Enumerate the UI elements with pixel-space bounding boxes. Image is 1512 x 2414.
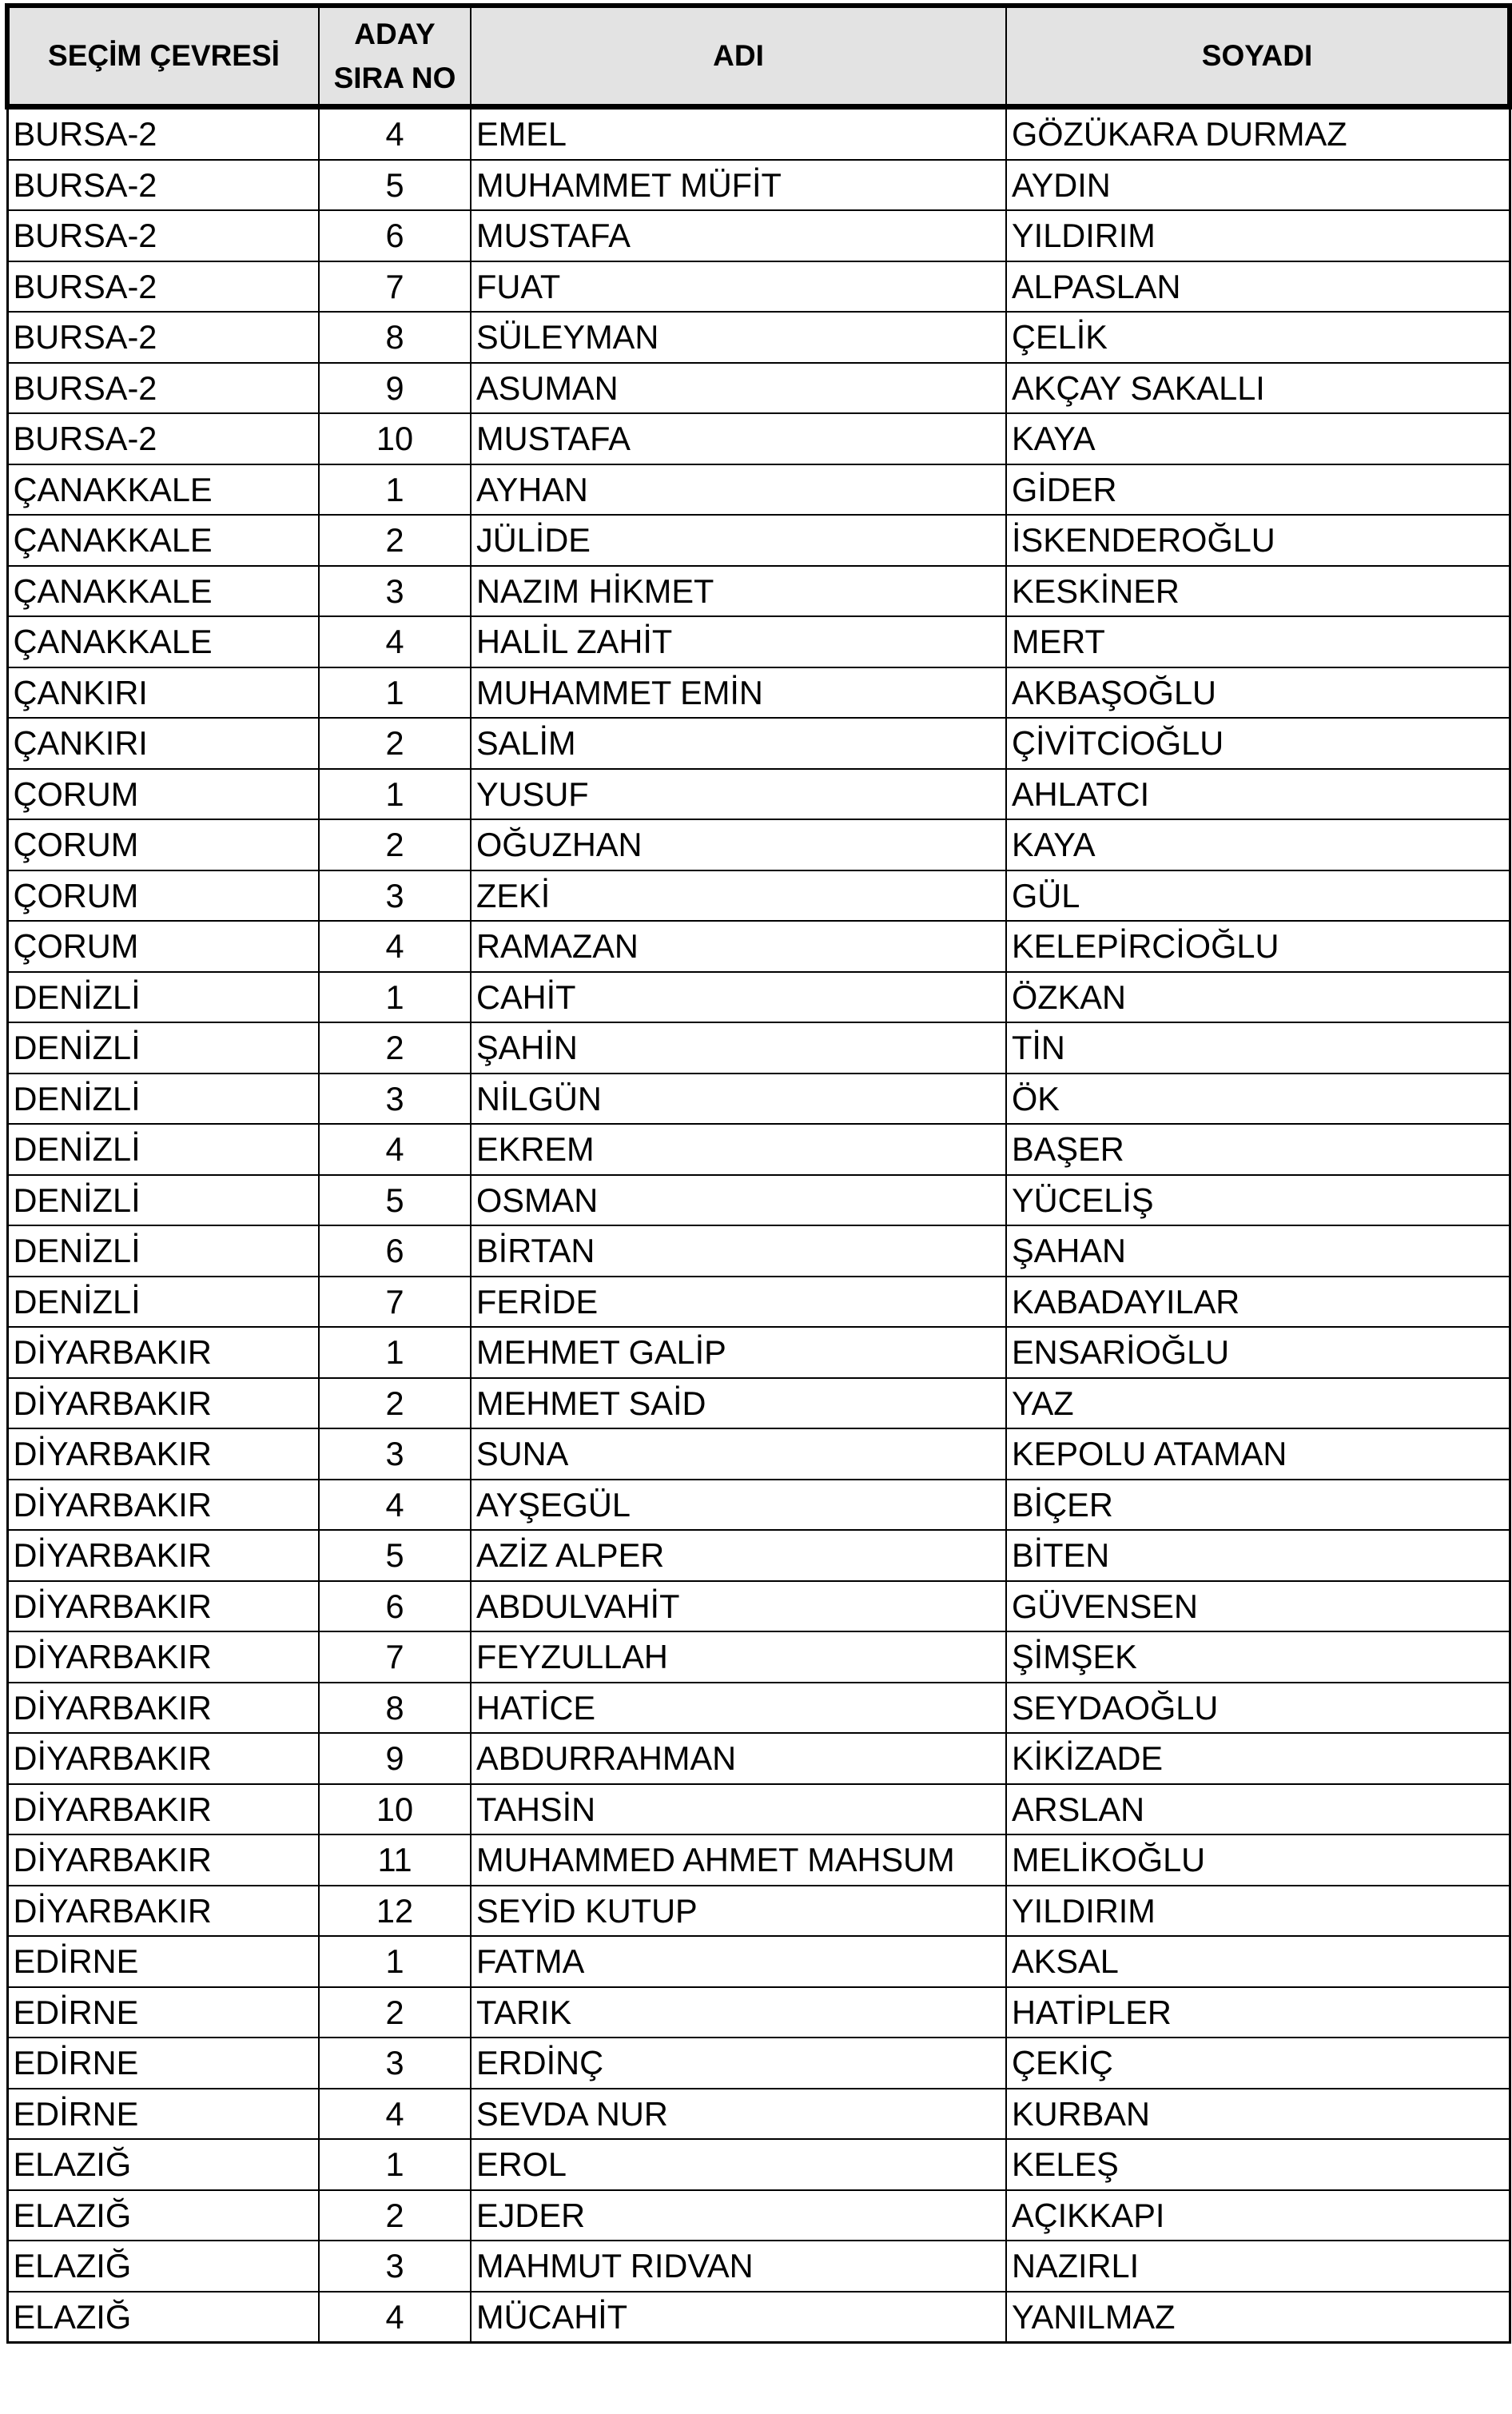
surname-cell: ÖZKAN (1006, 972, 1510, 1023)
name-cell: FERİDE (471, 1277, 1006, 1328)
name-cell: SEYİD KUTUP (471, 1886, 1006, 1937)
order-cell: 9 (319, 1733, 471, 1784)
district-cell: DİYARBAKIR (7, 1683, 319, 1734)
district-cell: BURSA-2 (7, 312, 319, 363)
table-row (7, 1480, 1510, 1531)
district-cell: BURSA-2 (7, 107, 319, 160)
table-row (7, 566, 1510, 617)
surname-cell: GÜL (1006, 870, 1510, 922)
district-cell: EDİRNE (7, 1987, 319, 2038)
surname-cell: YILDIRIM (1006, 210, 1510, 261)
surname-cell: ENSARİOĞLU (1006, 1327, 1510, 1378)
name-cell: TAHSİN (471, 1784, 1006, 1835)
name-cell: SALİM (471, 718, 1006, 769)
order-cell: 10 (319, 1784, 471, 1835)
column-header-name: ADI (471, 6, 1006, 107)
surname-cell: GİDER (1006, 464, 1510, 516)
order-cell: 3 (319, 2038, 471, 2089)
district-cell: ELAZIĞ (7, 2190, 319, 2241)
name-cell: FUAT (471, 261, 1006, 313)
order-cell: 2 (319, 1987, 471, 2038)
district-cell: ÇANAKKALE (7, 464, 319, 516)
table-row (7, 718, 1510, 769)
district-cell: EDİRNE (7, 2089, 319, 2140)
district-cell: DENİZLİ (7, 1124, 319, 1175)
column-header-district: SEÇİM ÇEVRESİ (7, 6, 319, 107)
district-cell: EDİRNE (7, 1936, 319, 1987)
name-cell: NAZIM HİKMET (471, 566, 1006, 617)
surname-cell: SEYDAOĞLU (1006, 1683, 1510, 1734)
district-cell: ELAZIĞ (7, 2241, 319, 2292)
surname-cell: GÖZÜKARA DURMAZ (1006, 107, 1510, 160)
order-cell: 6 (319, 1225, 471, 1277)
order-cell: 7 (319, 1631, 471, 1683)
order-cell: 2 (319, 1378, 471, 1429)
name-cell: MEHMET SAİD (471, 1378, 1006, 1429)
table-row (7, 1124, 1510, 1175)
table-row (7, 1886, 1510, 1937)
district-cell: ÇANKIRI (7, 718, 319, 769)
district-cell: DİYARBAKIR (7, 1378, 319, 1429)
table-row (7, 1428, 1510, 1480)
table-row (7, 1834, 1510, 1886)
column-header-surname: SOYADI (1006, 6, 1510, 107)
surname-cell: AHLATCI (1006, 769, 1510, 820)
header-row (7, 6, 1510, 107)
table-row (7, 210, 1510, 261)
name-cell: OĞUZHAN (471, 819, 1006, 870)
table-row (7, 160, 1510, 211)
name-cell: FEYZULLAH (471, 1631, 1006, 1683)
order-cell: 3 (319, 566, 471, 617)
district-cell: ÇORUM (7, 921, 319, 972)
order-cell: 1 (319, 769, 471, 820)
order-cell: 3 (319, 2241, 471, 2292)
table-row (7, 1175, 1510, 1226)
surname-cell: MERT (1006, 616, 1510, 667)
name-cell: MEHMET GALİP (471, 1327, 1006, 1378)
surname-cell: KURBAN (1006, 2089, 1510, 2140)
name-cell: ŞAHİN (471, 1022, 1006, 1074)
surname-cell: MELİKOĞLU (1006, 1834, 1510, 1886)
surname-cell: KELEPİRCİOĞLU (1006, 921, 1510, 972)
district-cell: DENİZLİ (7, 1277, 319, 1328)
surname-cell: KAYA (1006, 413, 1510, 464)
table-row (7, 261, 1510, 313)
table-row (7, 1327, 1510, 1378)
order-cell: 1 (319, 667, 471, 719)
name-cell: MUHAMMED AHMET MAHSUM (471, 1834, 1006, 1886)
district-cell: BURSA-2 (7, 413, 319, 464)
order-cell: 4 (319, 616, 471, 667)
table-row (7, 312, 1510, 363)
table-row (7, 769, 1510, 820)
name-cell: TARIK (471, 1987, 1006, 2038)
name-cell: MUHAMMET EMİN (471, 667, 1006, 719)
table-row (7, 464, 1510, 516)
table-row (7, 921, 1510, 972)
table-row (7, 1733, 1510, 1784)
order-cell: 10 (319, 413, 471, 464)
table-row (7, 1530, 1510, 1581)
table-body (7, 107, 1510, 2343)
name-cell: FATMA (471, 1936, 1006, 1987)
district-cell: BURSA-2 (7, 210, 319, 261)
table-row (7, 1277, 1510, 1328)
name-cell: CAHİT (471, 972, 1006, 1023)
order-cell: 2 (319, 2190, 471, 2241)
table-row (7, 2292, 1510, 2343)
order-cell: 6 (319, 1581, 471, 1632)
surname-cell: ALPASLAN (1006, 261, 1510, 313)
order-cell: 6 (319, 210, 471, 261)
table-row (7, 2241, 1510, 2292)
name-cell: MUHAMMET MÜFİT (471, 160, 1006, 211)
order-cell: 5 (319, 160, 471, 211)
district-cell: DİYARBAKIR (7, 1784, 319, 1835)
surname-cell: AYDIN (1006, 160, 1510, 211)
order-cell: 11 (319, 1834, 471, 1886)
order-cell: 3 (319, 870, 471, 922)
surname-cell: KEPOLU ATAMAN (1006, 1428, 1510, 1480)
surname-cell: ÇEKİÇ (1006, 2038, 1510, 2089)
table-row (7, 1936, 1510, 1987)
order-cell: 8 (319, 312, 471, 363)
surname-cell: GÜVENSEN (1006, 1581, 1510, 1632)
order-cell: 1 (319, 2139, 471, 2190)
table-row (7, 363, 1510, 414)
order-cell: 4 (319, 2292, 471, 2343)
name-cell: SUNA (471, 1428, 1006, 1480)
table-row (7, 972, 1510, 1023)
district-cell: ÇORUM (7, 870, 319, 922)
name-cell: MÜCAHİT (471, 2292, 1006, 2343)
district-cell: DİYARBAKIR (7, 1428, 319, 1480)
surname-cell: AKSAL (1006, 1936, 1510, 1987)
name-cell: OSMAN (471, 1175, 1006, 1226)
district-cell: DENİZLİ (7, 972, 319, 1023)
table-row (7, 1581, 1510, 1632)
name-cell: RAMAZAN (471, 921, 1006, 972)
order-cell: 2 (319, 718, 471, 769)
table-row (7, 1074, 1510, 1125)
name-cell: EROL (471, 2139, 1006, 2190)
candidate-list-sheet (5, 3, 1507, 2344)
surname-cell: TİN (1006, 1022, 1510, 1074)
table-row (7, 1683, 1510, 1734)
surname-cell: YAZ (1006, 1378, 1510, 1429)
name-cell: YUSUF (471, 769, 1006, 820)
order-cell: 1 (319, 1936, 471, 1987)
table-row (7, 1631, 1510, 1683)
name-cell: EKREM (471, 1124, 1006, 1175)
district-cell: DENİZLİ (7, 1022, 319, 1074)
district-cell: BURSA-2 (7, 363, 319, 414)
order-cell: 1 (319, 972, 471, 1023)
table-row (7, 1784, 1510, 1835)
surname-cell: BAŞER (1006, 1124, 1510, 1175)
order-cell: 5 (319, 1530, 471, 1581)
district-cell: ÇANAKKALE (7, 616, 319, 667)
district-cell: ÇANAKKALE (7, 566, 319, 617)
order-cell: 3 (319, 1428, 471, 1480)
order-cell: 2 (319, 819, 471, 870)
surname-cell: ARSLAN (1006, 1784, 1510, 1835)
name-cell: JÜLİDE (471, 515, 1006, 566)
surname-cell: AKBAŞOĞLU (1006, 667, 1510, 719)
surname-cell: AKÇAY SAKALLI (1006, 363, 1510, 414)
table-row (7, 2139, 1510, 2190)
name-cell: EMEL (471, 107, 1006, 160)
name-cell: BİRTAN (471, 1225, 1006, 1277)
district-cell: ELAZIĞ (7, 2139, 319, 2190)
surname-cell: YANILMAZ (1006, 2292, 1510, 2343)
district-cell: ÇORUM (7, 819, 319, 870)
name-cell: ZEKİ (471, 870, 1006, 922)
district-cell: DİYARBAKIR (7, 1530, 319, 1581)
table-row (7, 413, 1510, 464)
district-cell: DİYARBAKIR (7, 1327, 319, 1378)
name-cell: SÜLEYMAN (471, 312, 1006, 363)
order-cell: 4 (319, 1124, 471, 1175)
order-cell: 2 (319, 1022, 471, 1074)
name-cell: ERDİNÇ (471, 2038, 1006, 2089)
district-cell: ÇANAKKALE (7, 515, 319, 566)
district-cell: ELAZIĞ (7, 2292, 319, 2343)
table-header (7, 6, 1510, 107)
order-cell: 2 (319, 515, 471, 566)
district-cell: ÇORUM (7, 769, 319, 820)
surname-cell: BİTEN (1006, 1530, 1510, 1581)
name-cell: AZİZ ALPER (471, 1530, 1006, 1581)
name-cell: MUSTAFA (471, 413, 1006, 464)
table-row (7, 870, 1510, 922)
district-cell: ÇANKIRI (7, 667, 319, 719)
order-cell: 7 (319, 1277, 471, 1328)
column-header-order (319, 6, 471, 107)
candidate-table (5, 3, 1512, 2344)
name-cell: ASUMAN (471, 363, 1006, 414)
order-cell: 4 (319, 2089, 471, 2140)
name-cell: NİLGÜN (471, 1074, 1006, 1125)
district-cell: DİYARBAKIR (7, 1733, 319, 1784)
name-cell: HALİL ZAHİT (471, 616, 1006, 667)
table-row (7, 616, 1510, 667)
table-row (7, 819, 1510, 870)
district-cell: DENİZLİ (7, 1175, 319, 1226)
surname-cell: NAZIRLI (1006, 2241, 1510, 2292)
surname-cell: KİKİZADE (1006, 1733, 1510, 1784)
name-cell: SEVDA NUR (471, 2089, 1006, 2140)
surname-cell: ŞİMŞEK (1006, 1631, 1510, 1683)
surname-cell: ÇELİK (1006, 312, 1510, 363)
surname-cell: YÜCELİŞ (1006, 1175, 1510, 1226)
order-cell: 4 (319, 107, 471, 160)
order-cell: 5 (319, 1175, 471, 1226)
order-cell: 8 (319, 1683, 471, 1734)
table-row (7, 107, 1510, 160)
name-cell: MAHMUT RIDVAN (471, 2241, 1006, 2292)
surname-cell: ÖK (1006, 1074, 1510, 1125)
name-cell: AYŞEGÜL (471, 1480, 1006, 1531)
name-cell: ABDULVAHİT (471, 1581, 1006, 1632)
order-cell: 12 (319, 1886, 471, 1937)
table-row (7, 2089, 1510, 2140)
district-cell: DENİZLİ (7, 1074, 319, 1125)
district-cell: DİYARBAKIR (7, 1834, 319, 1886)
table-row (7, 2190, 1510, 2241)
name-cell: MUSTAFA (471, 210, 1006, 261)
order-cell: 1 (319, 1327, 471, 1378)
surname-cell: AÇIKKAPI (1006, 2190, 1510, 2241)
table-row (7, 1022, 1510, 1074)
name-cell: AYHAN (471, 464, 1006, 516)
surname-cell: ÇİVİTCİOĞLU (1006, 718, 1510, 769)
district-cell: EDİRNE (7, 2038, 319, 2089)
district-cell: BURSA-2 (7, 261, 319, 313)
surname-cell: HATİPLER (1006, 1987, 1510, 2038)
order-cell: 9 (319, 363, 471, 414)
table-row (7, 1378, 1510, 1429)
table-row (7, 1987, 1510, 2038)
order-cell: 3 (319, 1074, 471, 1125)
order-cell: 4 (319, 1480, 471, 1531)
district-cell: DİYARBAKIR (7, 1480, 319, 1531)
surname-cell: KESKİNER (1006, 566, 1510, 617)
table-row (7, 515, 1510, 566)
surname-cell: KABADAYILAR (1006, 1277, 1510, 1328)
district-cell: DİYARBAKIR (7, 1581, 319, 1632)
table-row (7, 1225, 1510, 1277)
district-cell: BURSA-2 (7, 160, 319, 211)
order-cell: 7 (319, 261, 471, 313)
surname-cell: KELEŞ (1006, 2139, 1510, 2190)
column-header-order-line2: SIRA NO (333, 62, 456, 94)
surname-cell: ŞAHAN (1006, 1225, 1510, 1277)
surname-cell: YILDIRIM (1006, 1886, 1510, 1937)
surname-cell: İSKENDEROĞLU (1006, 515, 1510, 566)
name-cell: ABDURRAHMAN (471, 1733, 1006, 1784)
district-cell: DİYARBAKIR (7, 1631, 319, 1683)
surname-cell: BİÇER (1006, 1480, 1510, 1531)
district-cell: DENİZLİ (7, 1225, 319, 1277)
order-cell: 4 (319, 921, 471, 972)
district-cell: DİYARBAKIR (7, 1886, 319, 1937)
table-row (7, 667, 1510, 719)
order-cell: 1 (319, 464, 471, 516)
table-row (7, 2038, 1510, 2089)
name-cell: HATİCE (471, 1683, 1006, 1734)
surname-cell: KAYA (1006, 819, 1510, 870)
column-header-order-line1: ADAY (354, 17, 436, 50)
name-cell: EJDER (471, 2190, 1006, 2241)
